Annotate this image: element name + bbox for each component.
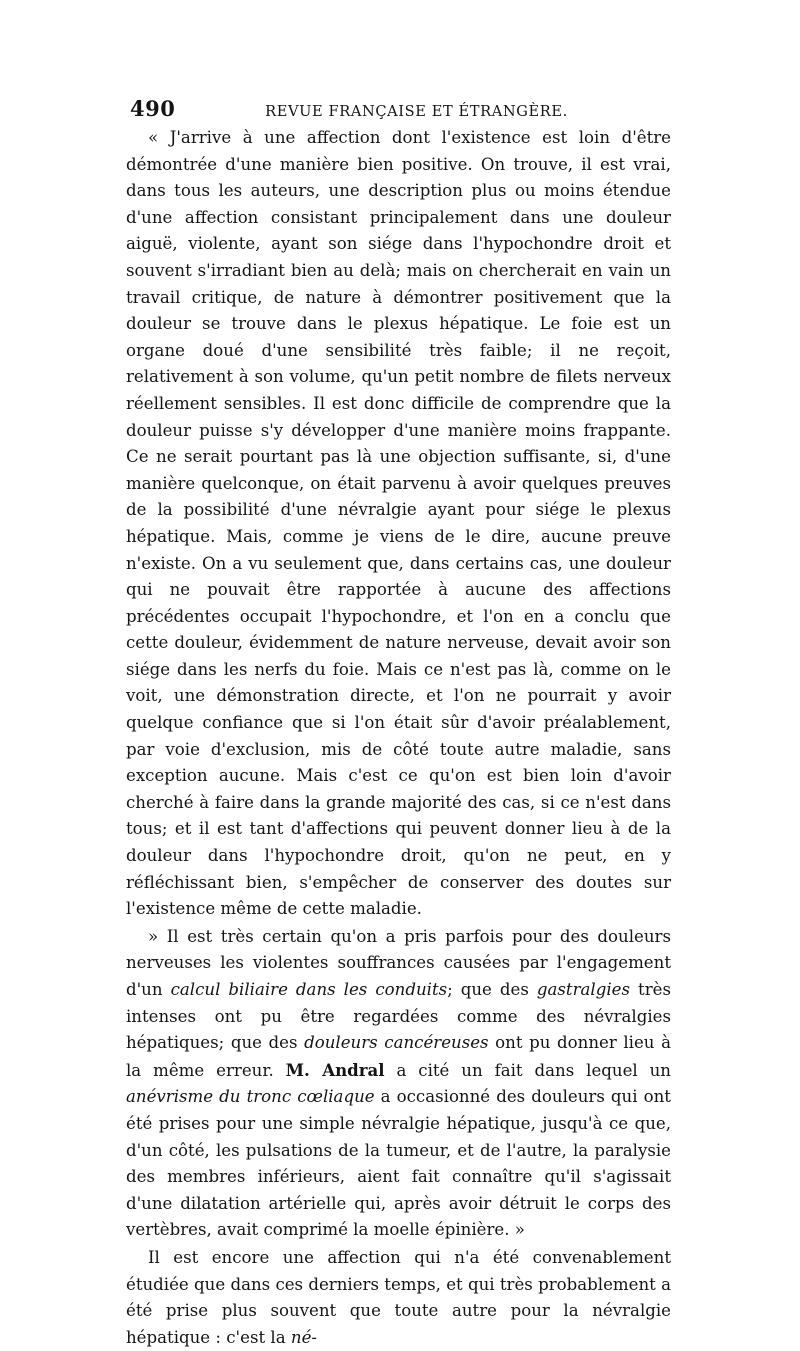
paragraph-1	[126, 125, 671, 923]
paragraph-1-text: « J'arrive à une affection dont l'existence est loin d'être démontrée d'une manière bien positive. On trouve, il est vrai, dans tous les auteurs, une description plus ou moins étendue d'une affection consistant principalement dans une douleur aiguë, violente, ayant son siége dans l'hypochondre droit et souvent s'irradiant bien au delà; mais on chercherait en vain un travail critique, de nature à démontrer positivement que la douleur se trouve dans le plexus hépatique. Le foie est un organe doué d'une sensibilité très faible; il ne reçoit, relativement à son volume, qu'un petit nombre de filets nerveux réellement sensibles. Il est donc difficile de comprendre que la douleur puisse s'y développer d'une manière moins frappante. Ce ne serait pourtant pas là une objection suffisante, si, d'une manière quelconque, on était parvenu à avoir quelques preuves de la possibilité d'une névralgie ayant pour siége le plexus hépatique. Mais, comme je viens de le dire, aucune preuve n'existe. On a vu seulement que, dans certains cas, une douleur qui ne pouvait être rapportée à aucune des affections précédentes occupait l'hypochondre, et l'on en a conclu que cette douleur, évidemment de nature nerveuse, devait avoir son siége dans les nerfs du foie. Mais ce n'est pas là, comme on le voit, une démonstration directe, et l'on ne pourrait y avoir quelque confiance que si l'on était sûr d'avoir préalablement, par voie d'exclusion, mis de côté toute autre maladie, sans exception aucune. Mais c'est ce qu'on est bien loin d'avoir cherché à faire dans la grande majorité des cas, si ce n'est dans tous; et il est tant d'affections qui peuvent donner lieu à de la douleur dans l'hypochondre droit, qu'on ne peut, en y réfléchissant bien, s'empêcher de conserver des doutes sur l'existence même de cette maladie.	[126, 128, 671, 919]
paragraph-2	[126, 924, 671, 1244]
running-title: REVUE FRANÇAISE ET ÉTRANGÈRE.	[265, 103, 568, 120]
italic-hyphenated-word: né-	[290, 1327, 318, 1347]
paragraph-3	[126, 1245, 671, 1351]
paragraph-2-text-5: a cité un fait dans lequel un	[384, 1060, 671, 1080]
paragraph-2-text-1: » Il est très certain qu'on a pris parfois pour des douleurs nerveuses les violentes souffrances causées par l'engagement d'un	[126, 926, 671, 999]
page	[126, 96, 671, 1351]
paragraph-2-text-2: ; que des	[447, 980, 537, 999]
author-andral: M. Andral	[285, 1059, 385, 1080]
italic-gastralgies: gastralgies	[536, 980, 631, 999]
paragraph-3-text: Il est encore une affection qui n'a été convenablement étudiée que dans ces derniers temps, et qui très probablement a été prise plus souvent que toute autre pour la névralgie hépatique : c'est la	[126, 1247, 671, 1347]
italic-anevrisme: anévrisme du tronc cœliaque	[126, 1087, 375, 1107]
paragraph-2-text-3: très intenses ont pu être regardées comme des névralgies hépatiques; que des	[126, 980, 671, 1053]
italic-douleurs-cancereuses: douleurs cancéreuses	[304, 1033, 489, 1053]
page-number: 490	[130, 96, 176, 121]
paragraph-2-text-6: a occasionné des douleurs qui ont été prises pour une simple névralgie hépatique, jusqu'à ce que, d'un côté, les pulsations de la tumeur, et de l'autre, la paralysie des membres inférieurs, aient fait connaître qu'il s'agissait d'une dilatation artérielle qui, après avoir détruit le corps des vertèbres, avait comprimé la moelle épinière. »	[126, 1087, 671, 1240]
running-header	[126, 96, 671, 122]
paragraph-2-text-4: ont pu donner lieu à la même erreur.	[126, 1033, 671, 1080]
italic-calcul-biliaire: calcul biliaire dans les conduits	[170, 980, 448, 999]
